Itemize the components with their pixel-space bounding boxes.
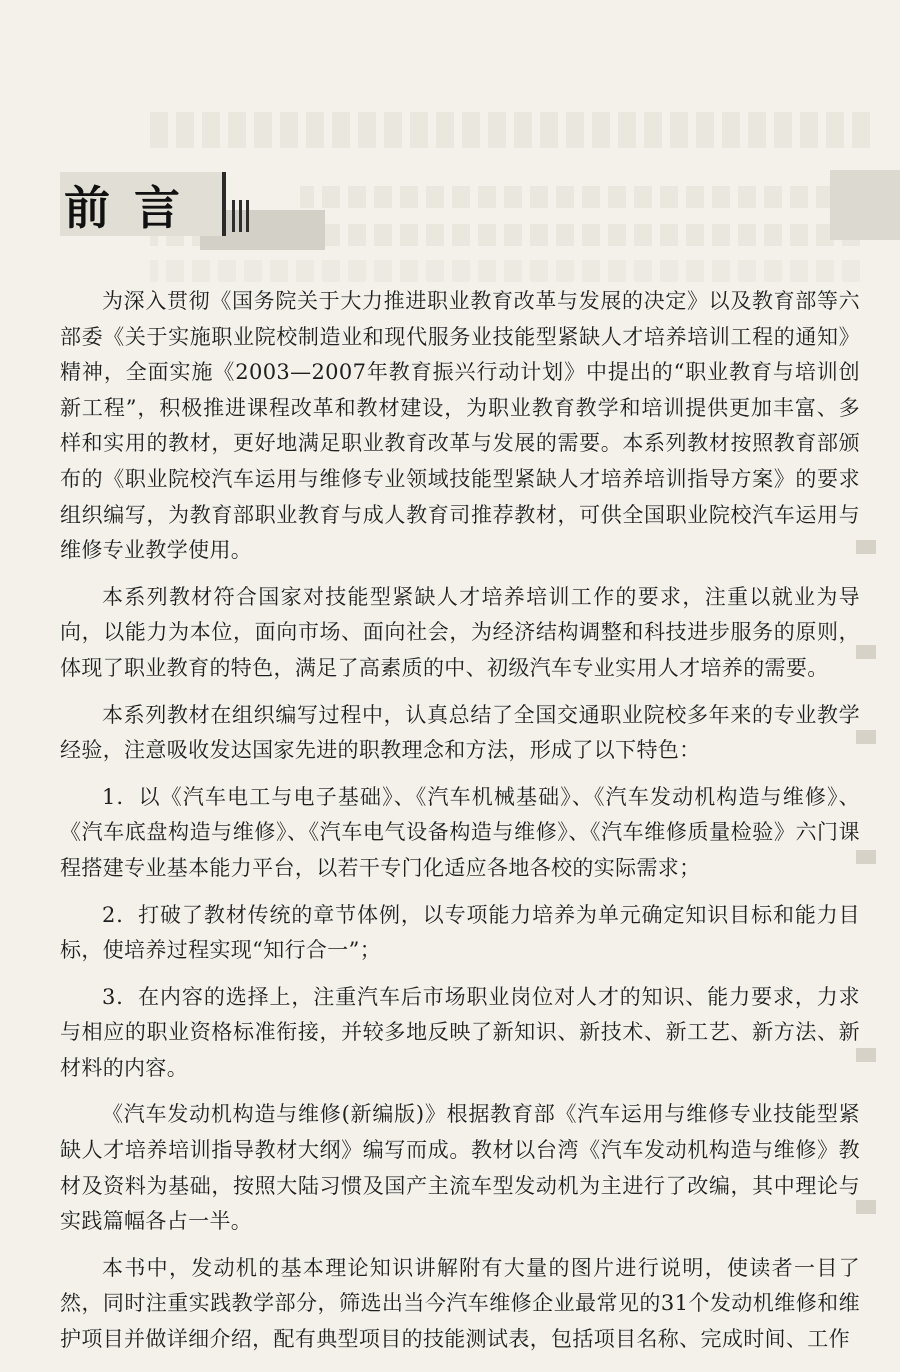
- bleed-through-text: [150, 112, 870, 148]
- paragraph: 本书中，发动机的基本理论知识讲解附有大量的图片进行说明，使读者一目了然，同时注重实践教学部分，筛选出当今汽车维修企业最常见的31个发动机维修和维护项目并做详细介绍，配有典型项目的技能测试表，包括项目名称、完成时间、工作: [60, 1255, 860, 1352]
- list-item: 1．以《汽车电工与电子基础》、《汽车机械基础》、《汽车发动机构造与维修》、《汽车底盘构造与维修》、《汽车电气设备构造与维修》、《汽车维修质量检验》六门课程搭建专业基本能力平台，以若干专门化适应各地各校的实际需求；: [60, 784, 860, 880]
- list-item: 2．打破了教材传统的章节体例，以专项能力培养为单元确定知识目标和能力目标，使培养过程实现“知行合一”；: [60, 902, 860, 963]
- corner-shade: [830, 170, 900, 240]
- list-item: 3．在内容的选择上，注重汽车后市场职业岗位对人才的知识、能力要求，力求与相应的职业资格标准衔接，并较多地反映了新知识、新技术、新工艺、新方法、新材料的内容。: [60, 984, 860, 1080]
- bleed-through-text: [300, 186, 860, 208]
- bleed-through-text: [150, 260, 860, 282]
- paragraph: 为深入贯彻《国务院关于大力推进职业教育改革与发展的决定》以及教育部等六部委《关于实施职业院校制造业和现代服务业技能型紧缺人才培养培训工程的通知》精神，全面实施《2003—2007年教育振兴行动计划》中提出的“职业教育与培训创新工程”，积极推进课程改革和教材建设，为职业教育教学和培训提供更加丰富、多样和实用的教材，更好地满足职业教育改革与发展的需要。本系列教材按照教育部颁布的《职业院校汽车运用与维修专业领域技能型紧缺人才培养培训指导方案》的要求组织编写，为教育部职业教育与成人教育司推荐教材，可供全国职业院校汽车运用与维修专业教学使用。: [60, 289, 860, 563]
- paragraph: 本系列教材符合国家对技能型紧缺人才培养培训工作的要求，注重以就业为导向，以能力为本位，面向市场、面向社会，为经济结构调整和科技进步服务的原则，体现了职业教育的特色，满足了高素质的中、初级汽车专业实用人才培养的需要。: [60, 584, 860, 680]
- paragraph: 《汽车发动机构造与维修(新编版)》根据教育部《汽车运用与维修专业技能型紧缺人才培养培训指导教材大纲》编写而成。教材以台湾《汽车发动机构造与维修》教材及资料为基础，按照大陆习惯及国产主流车型发动机为主进行了改编，其中理论与实践篇幅各占一半。: [60, 1102, 860, 1234]
- preface-body: [60, 284, 860, 1369]
- page-title: 前言: [64, 181, 204, 235]
- heading-stripes: [232, 200, 249, 232]
- paragraph: 本系列教材在组织编写过程中，认真总结了全国交通职业院校多年来的专业教学经验，注意吸收发达国家先进的职教理念和方法，形成了以下特色：: [60, 702, 860, 763]
